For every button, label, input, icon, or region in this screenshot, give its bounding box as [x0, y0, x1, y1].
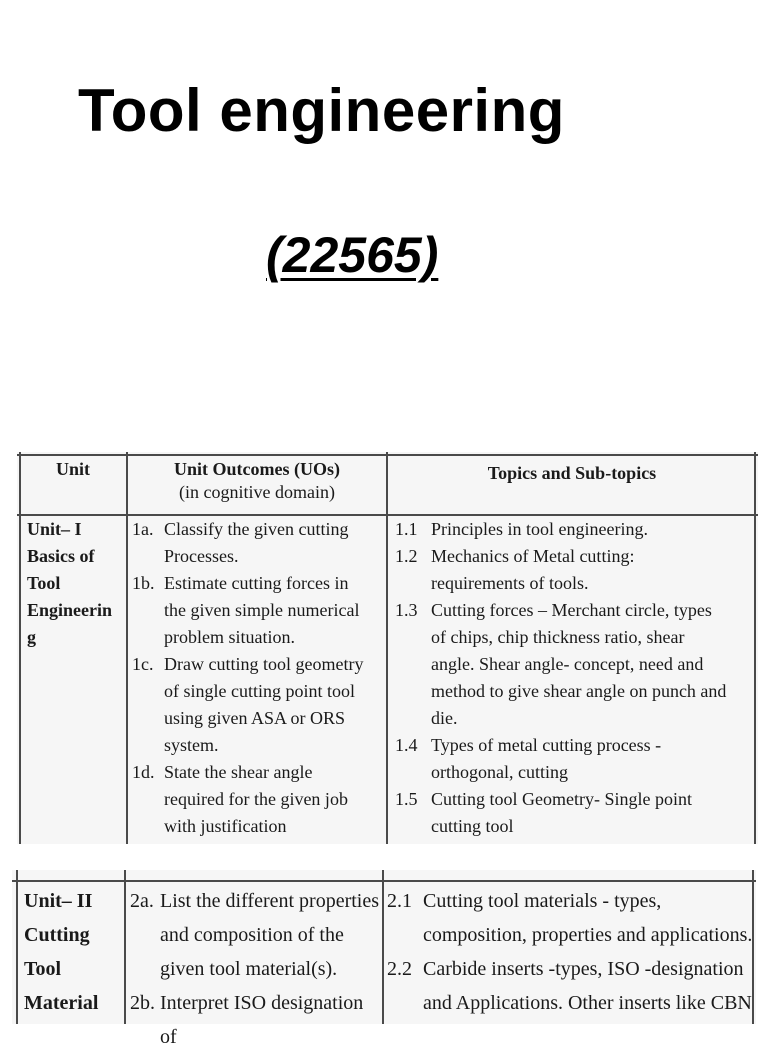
unit-name-line: Tool	[27, 573, 61, 593]
outcome-line: using given ASA or ORS	[164, 708, 346, 728]
unit-name-line: Basics of	[27, 546, 95, 566]
unit-name-line: g	[27, 627, 36, 647]
topic-item	[395, 597, 757, 732]
header-unit-outcomes	[129, 458, 385, 504]
topic-line: Principles in tool engineering.	[431, 519, 648, 539]
unit-outcomes-cell	[130, 884, 382, 1054]
outcome-line: with justification	[164, 816, 287, 836]
topic-number: 2.1	[387, 890, 412, 912]
topic-number: 1.1	[395, 519, 418, 539]
outcome-number: 1c.	[132, 654, 154, 674]
outcome-line: problem situation.	[164, 627, 295, 647]
document-title: Tool engineering	[78, 77, 565, 144]
topic-line: Cutting forces – Merchant circle, types	[431, 600, 712, 620]
outcome-line: and composition of the	[160, 924, 344, 946]
outcome-line: system.	[164, 735, 219, 755]
header-unit: Unit	[55, 459, 90, 479]
table-column-divider	[382, 870, 384, 1024]
topic-item	[387, 952, 753, 1020]
outcome-line: List the different properties	[160, 890, 380, 912]
topic-line: angle. Shear angle- concept, need and	[431, 654, 704, 674]
topic-item	[395, 543, 757, 597]
topic-line: and Applications. Other inserts like CBN	[423, 992, 752, 1014]
outcome-line: of single cutting point tool	[164, 681, 355, 701]
unit-name-line: Tool	[24, 958, 62, 980]
outcome-line: State the shear angle	[164, 762, 313, 782]
topic-number: 1.3	[395, 600, 418, 620]
unit-name-cell	[24, 884, 124, 1020]
unit-name-line: Material	[24, 992, 99, 1014]
outcome-number: 1b.	[132, 573, 155, 593]
table-column-divider	[124, 870, 126, 1024]
topic-line: Cutting tool materials - types,	[423, 890, 662, 912]
table-border-left	[16, 870, 18, 1024]
course-code: (22565)	[266, 227, 439, 283]
topics-cell	[387, 884, 753, 1020]
outcome-number: 1d.	[132, 762, 155, 782]
topic-line: method to give shear angle on punch and	[431, 681, 727, 701]
table-column-divider	[386, 452, 388, 844]
unit-outcomes-cell	[132, 516, 384, 840]
topic-number: 1.5	[395, 789, 418, 809]
topic-line: orthogonal, cutting	[431, 762, 568, 782]
outcome-item	[132, 516, 384, 570]
outcome-number: 2b.	[130, 992, 155, 1014]
outcome-item	[130, 884, 382, 986]
topic-line: of chips, chip thickness ratio, shear	[431, 627, 685, 647]
outcome-line: required for the given job	[164, 789, 348, 809]
outcome-number: 1a.	[132, 519, 154, 539]
outcome-item	[130, 986, 382, 1054]
topic-line: die.	[431, 708, 458, 728]
syllabus-table-unit-1	[17, 452, 758, 844]
outcome-line: Estimate cutting forces in	[164, 573, 349, 593]
table-border-left	[19, 452, 21, 844]
header-topics: Topics and Sub-topics	[487, 463, 657, 483]
topic-line: cutting tool	[431, 816, 514, 836]
topic-number: 1.2	[395, 546, 418, 566]
topic-line: requirements of tools.	[431, 573, 589, 593]
topic-line: Carbide inserts -types, ISO -designation	[423, 958, 744, 980]
syllabus-table-unit-2	[12, 870, 756, 1048]
outcome-line: the given simple numerical	[164, 600, 360, 620]
outcome-line: given tool material(s).	[160, 958, 338, 980]
topic-line: Mechanics of Metal cutting:	[431, 546, 635, 566]
topic-number: 2.2	[387, 958, 412, 980]
outcome-line: Draw cutting tool geometry	[164, 654, 364, 674]
topic-line: Types of metal cutting process -	[431, 735, 662, 755]
outcome-line: Processes.	[164, 546, 239, 566]
topic-item	[395, 786, 757, 840]
unit-name-line: Engineerin	[27, 600, 113, 620]
unit-name-line: Cutting	[24, 924, 90, 946]
topic-item	[395, 516, 757, 543]
unit-name-line: Unit– II	[24, 890, 93, 912]
outcome-item	[132, 759, 384, 840]
topic-item	[387, 884, 753, 952]
topics-cell	[395, 516, 757, 840]
header-outcomes-sub: (in cognitive domain)	[179, 482, 335, 502]
unit-name-cell	[27, 516, 127, 651]
topic-line: composition, properties and applications.	[423, 924, 753, 946]
topic-item	[395, 732, 757, 786]
outcome-line: Classify the given cutting	[164, 519, 349, 539]
topic-line: Cutting tool Geometry- Single point	[431, 789, 692, 809]
outcome-line: Interpret ISO designation of	[160, 992, 364, 1048]
topic-number: 1.4	[395, 735, 418, 755]
header-outcomes-label: Unit Outcomes (UOs)	[174, 459, 340, 479]
outcome-number: 2a.	[130, 890, 154, 912]
unit-name-line: Unit– I	[27, 519, 82, 539]
outcome-item	[132, 570, 384, 651]
outcome-item	[132, 651, 384, 759]
